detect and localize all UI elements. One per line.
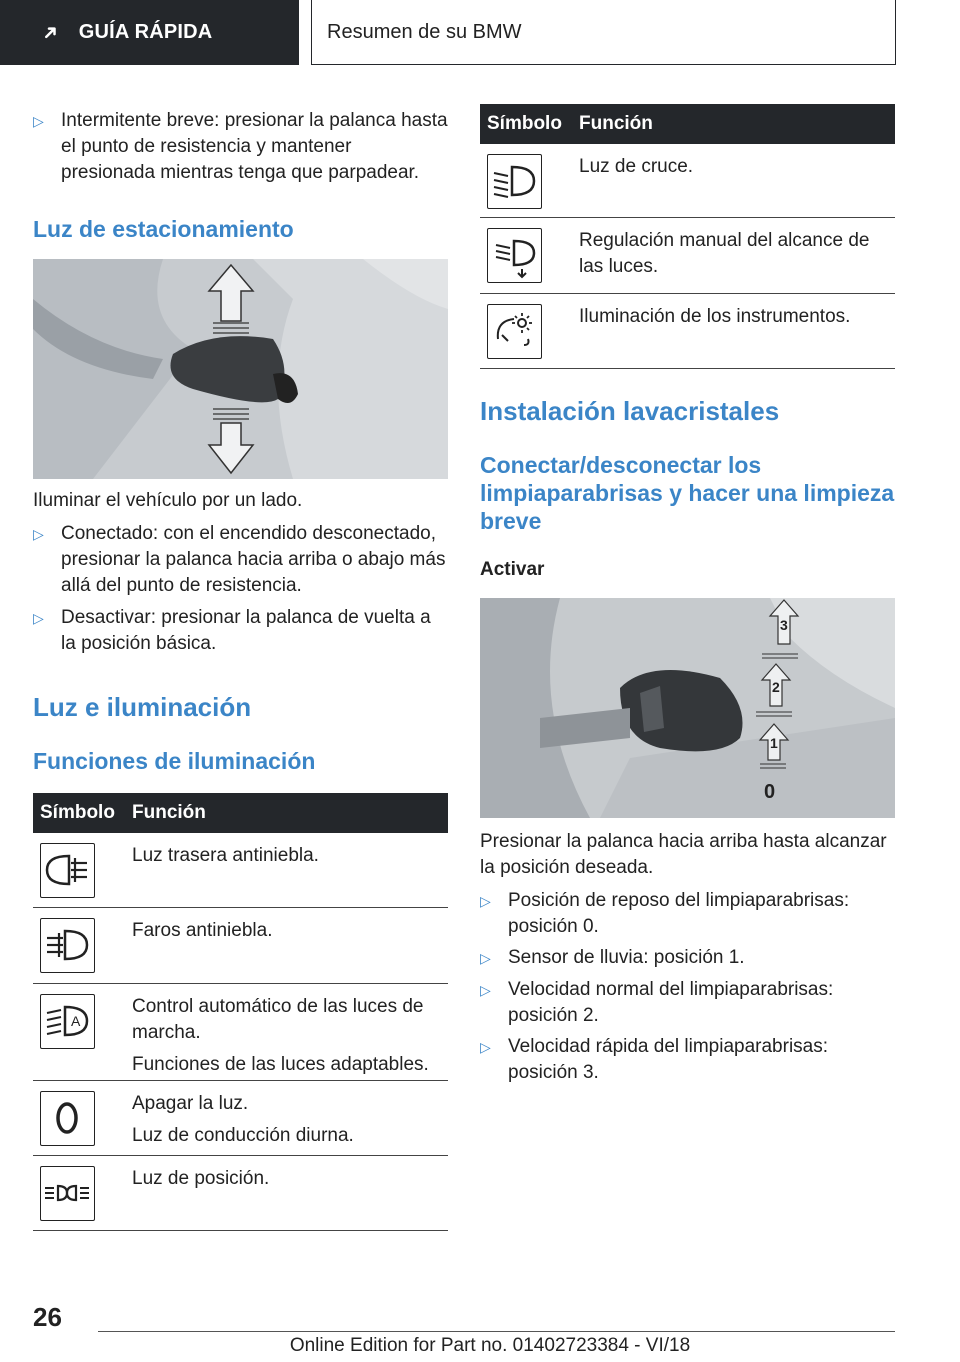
row-function: Apagar la luz. Luz de conducción diurna. [132,1093,354,1146]
paragraph-presionar: Presionar la palanca hacia arriba hasta alcanzar la posición deseada. [480,831,887,878]
column-header-function: Función [579,113,653,134]
bullet-triangle-icon: ▷ [33,526,44,542]
headlight-range-icon [487,228,542,283]
table-row [33,908,448,984]
page-number: 26 [33,1302,62,1332]
page-header-title: Resumen de su BMW [327,20,522,43]
bullet-triangle-icon: ▷ [480,950,491,966]
page-header [311,0,896,65]
row-function: Iluminación de los instrumentos. [579,306,851,327]
row-function: Luz de posición. [132,1168,270,1189]
photo-label: 1 [770,735,778,751]
row-function: Luz de cruce. [579,156,694,177]
table-header [480,104,895,144]
front-fog-light-icon [40,918,95,973]
table-row [33,1156,448,1231]
bullet-triangle-icon: ▷ [33,113,44,129]
rear-fog-light-icon [40,843,95,898]
bullet-desactivar: ▷ Desactivar: presionar la palanca de vuelta a la posición básica. [33,607,431,654]
section-label: GUÍA RÁPIDA [78,21,213,43]
row-function: Regulación manual del alcance de las luces. [579,230,870,277]
heading-funciones: Funciones de iluminación [33,748,316,774]
table-row [480,144,895,218]
bullet-intermitente: ▷ Intermitente breve: presionar la palanca hasta el punto de resistencia y mantener presionada mientras tenga que parpadear. [33,110,448,183]
parking-light-icon [40,1166,95,1221]
photo-label: 3 [780,617,788,633]
bullet-posicion-0: ▷ Posición de reposo del limpiaparabrisas: posición 0. [480,890,850,937]
arrow-icon: ➜ [37,19,65,47]
bullet-posicion-2: ▷ Velocidad normal del limpiaparabrisas: posición 2. [480,979,834,1026]
table-header [33,793,448,833]
bullet-triangle-icon: ▷ [33,610,44,626]
photo-label: 0 [764,781,776,803]
bullet-triangle-icon: ▷ [480,1039,491,1055]
auto-headlight-icon [40,994,95,1049]
paragraph-iluminar: Iluminar el vehículo por un lado. [33,490,303,511]
parking-light-lever-photo [33,259,448,479]
footer-divider [98,1331,895,1332]
table-row [33,833,448,908]
bullet-posicion-3: ▷ Velocidad rápida del limpiaparabrisas: posición 3. [480,1036,829,1083]
column-header-symbol: Símbolo [40,802,115,823]
table-row [33,984,448,1081]
bullet-triangle-icon: ▷ [480,893,491,909]
section-tab [0,0,299,65]
bullet-conectado: ▷ Conectado: con el encendido desconectado, presionar la palanca hacia arriba o abajo más allá del punto de resistencia. [33,523,446,596]
wiper-lever-photo [480,598,895,818]
instrument-lighting-icon [487,304,542,359]
heading-instalacion: Instalación lavacristales [480,396,780,426]
table-row [480,294,895,369]
table-row [480,218,895,294]
heading-luz: Luz e iluminación [33,692,252,722]
low-beam-icon [487,154,542,209]
column-header-symbol: Símbolo [487,113,562,134]
heading-conectar: Conectar/desconectar los limpiaparabrisas y hacer una limpieza breve [480,452,895,534]
row-function: Control automático de las luces de marcha. Funciones de las luces adaptables. [132,996,429,1075]
footer-edition: Online Edition for Part no. 01402723384 - VI/18 [289,1335,691,1356]
heading-activar: Activar [480,559,545,580]
photo-label: 2 [772,679,780,695]
table-row [33,1081,448,1156]
lighting-controls-table [480,104,895,369]
svg-text:A: A [71,1013,81,1029]
row-function: Luz trasera antiniebla. [132,845,319,866]
bullet-posicion-1: ▷ Sensor de lluvia: posición 1. [480,945,895,971]
bullet-triangle-icon: ▷ [480,982,491,998]
light-off-icon [40,1091,95,1146]
row-function: Faros antiniebla. [132,920,273,941]
column-header-function: Función [132,802,206,823]
heading-estacionamiento: Luz de estacionamiento [33,216,294,242]
lighting-functions-table [33,793,448,1231]
